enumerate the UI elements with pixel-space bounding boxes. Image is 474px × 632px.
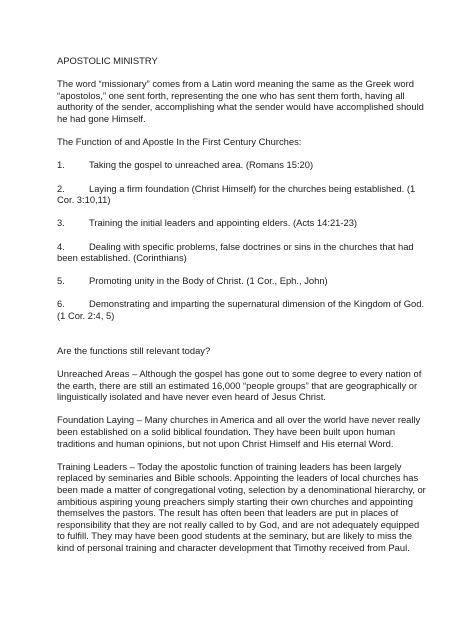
list-item [57, 298, 429, 321]
list-item-text: Taking the gospel to unreached area. (Romans 15:20) [89, 159, 314, 171]
document-page [57, 55, 429, 565]
list-item-text: Demonstrating and imparting the supernatural dimension of the Kingdom of God. (1 Cor. 2:4, 5) [57, 298, 425, 322]
list-item-text: Dealing with specific problems, false doctrines or sins in the churches that had been established. (Corinthians) [57, 240, 414, 264]
relevance-question: Are the functions still relevant today? [57, 344, 211, 356]
list-item-number: 3. [57, 217, 65, 229]
list-item [57, 183, 429, 206]
list-item-number: 1. [57, 159, 65, 171]
list-item-number: 6. [57, 298, 65, 310]
body-paragraph: Training Leaders – Today the apostolic function of training leaders has been largely replaced by seminaries and Bible schools. Appointing the leaders of local churches has been made a matter of congregational voting, selection by a denominational hierarchy, or ambitious aspiring young preachers simply starting their own churches and appointing themselves the pastors. The result has often been that leaders are put in places of responsibility that they are not really called to by God, and are not adequately equipped to fulfill. They may have been good students at the seminary, but are likely to miss the kind of personal training and character development that Timothy received from Paul. [57, 460, 426, 553]
intro-paragraph: The word “missionary” comes from a Latin word meaning the same as the Greek word “apostolos,” one sent forth, representing the one who has sent them forth, having all authority of the sender, accomplishing what the sender would have accomplished should he had gone Himself. [57, 78, 424, 124]
list-item [57, 241, 429, 264]
body-paragraph: Unreached Areas – Although the gospel has gone out to some degree to every nation of the earth, there are still an estimated 16,000 “people groups” that are geographically or linguistically isolated and have never even heard of Jesus Christ. [57, 368, 422, 403]
blank-line [57, 333, 429, 345]
document-title: APOSTOLIC MINISTRY [57, 55, 158, 66]
body-paragraph: Foundation Laying – Many churches in America and all over the world have never really been established on a solid biblical foundation. They have been built upon human traditions and human opinions, but not upon Christ Himself and His eternal Word. [57, 414, 421, 449]
list-item [57, 217, 429, 229]
list-item-number: 5. [57, 275, 65, 287]
list-item-text: Laying a firm foundation (Christ Himself) for the churches being established. (1 Cor. 3:10,11) [57, 182, 416, 206]
list-item [57, 159, 429, 171]
list-item-text: Training the initial leaders and appointing elders. (Acts 14:21-23) [89, 217, 358, 229]
list-item-text: Promoting unity in the Body of Christ. (1 Cor., Eph., John) [89, 275, 328, 287]
list-item-number: 2. [57, 182, 65, 194]
list-item-number: 4. [57, 240, 65, 252]
list-item [57, 275, 429, 287]
function-heading: The Function of and Apostle In the First Century Churches: [57, 136, 302, 148]
